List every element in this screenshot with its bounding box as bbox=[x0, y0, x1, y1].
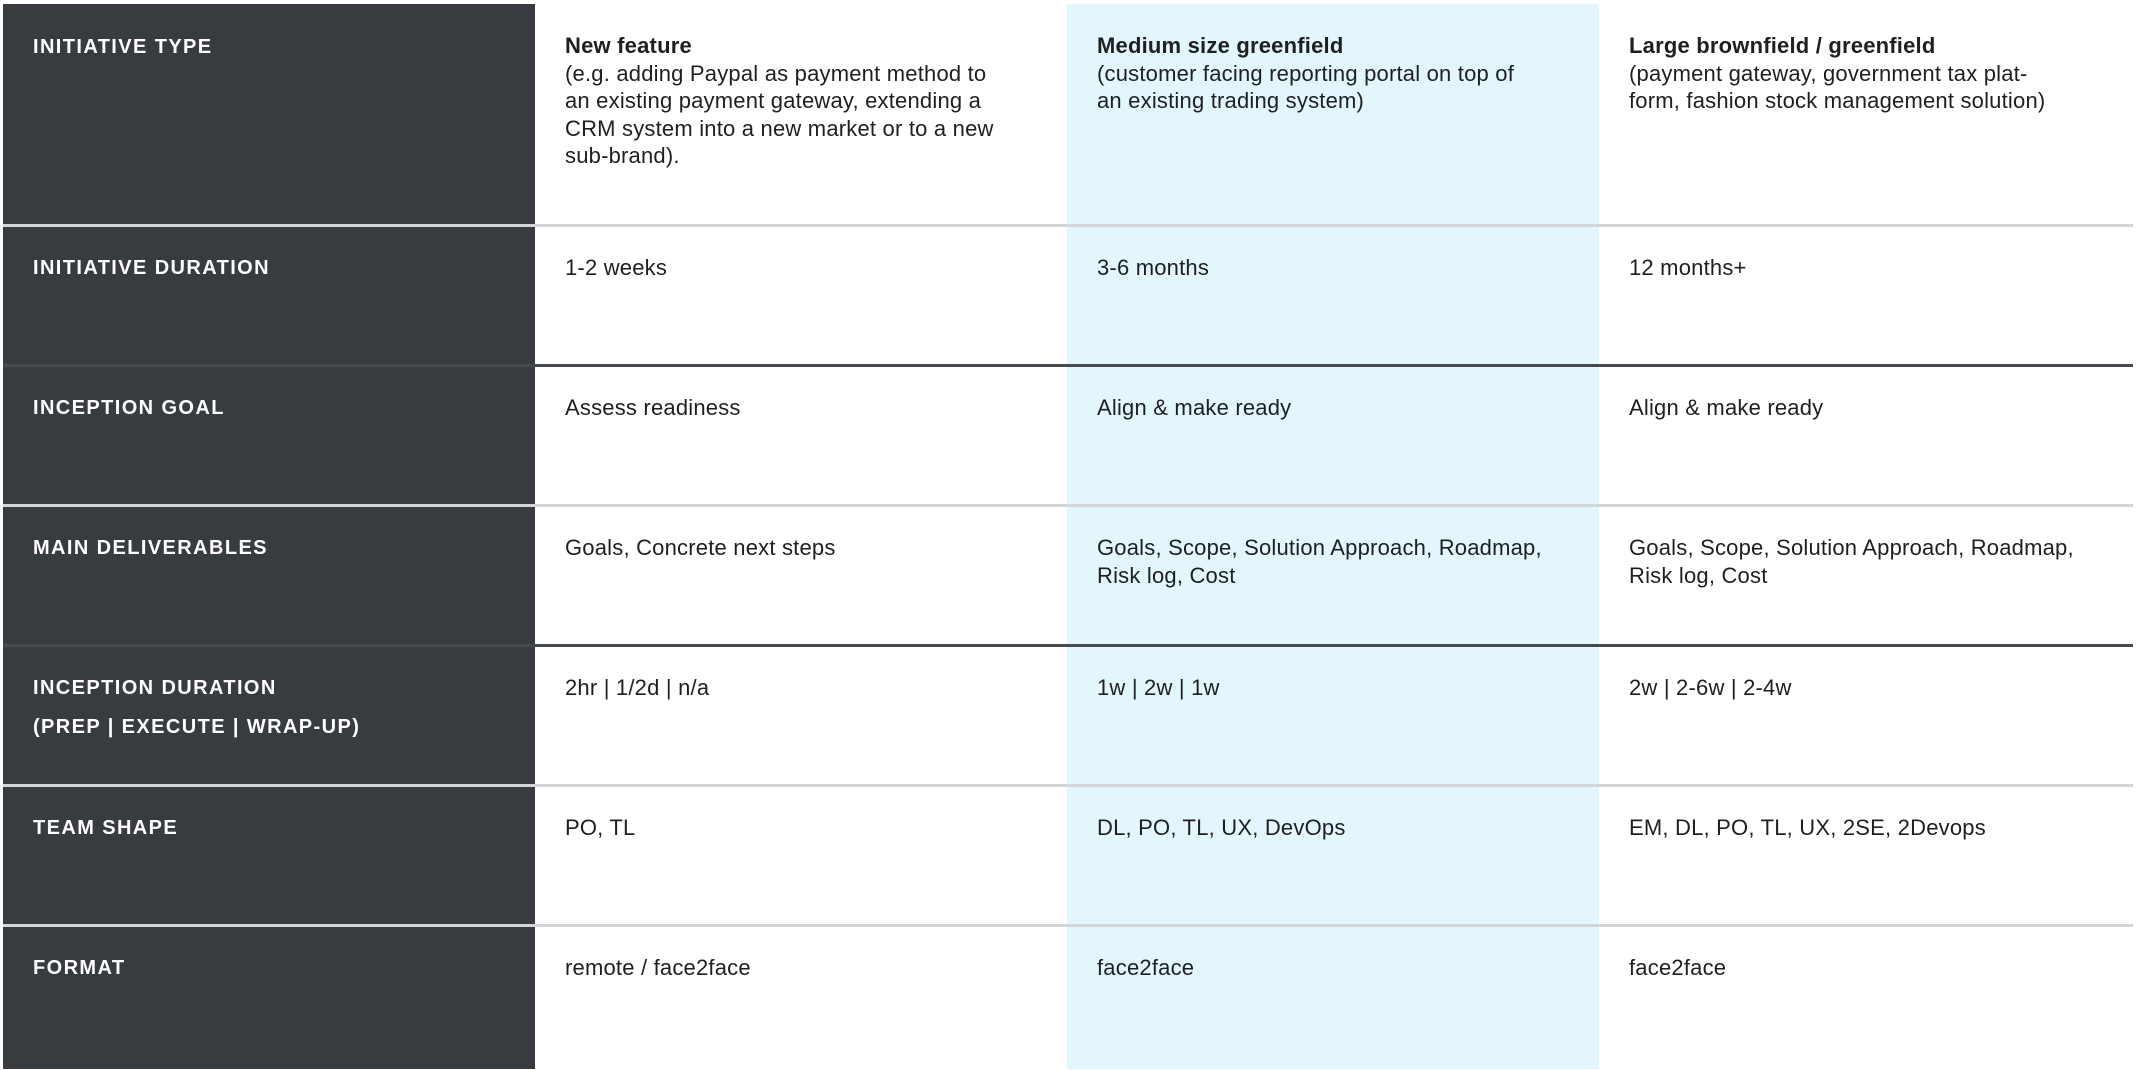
main-deliverables-value: Goals, Scope, Solution Approach, Roadmap, Risk log, Cost bbox=[1629, 535, 2074, 588]
main-deliverables-value: Goals, Scope, Solution Approach, Roadmap, Risk log, Cost bbox=[1097, 535, 1542, 588]
initiative-duration-value: 1-2 weeks bbox=[565, 255, 668, 280]
inception-goal-value: Align & make ready bbox=[1629, 395, 1824, 420]
initiative-type-title: Medium size greenfield bbox=[1097, 33, 1344, 58]
inception-duration-value: 1w | 2w | 1w bbox=[1097, 675, 1220, 700]
row-divider bbox=[3, 924, 2133, 927]
initiative-type-cell bbox=[1097, 32, 1577, 115]
inception-duration-value: 2w | 2-6w | 2-4w bbox=[1629, 675, 1792, 700]
inception-goal-value: Align & make ready bbox=[1097, 395, 1292, 420]
row-divider bbox=[3, 784, 2133, 787]
team-shape-value: PO, TL bbox=[565, 815, 636, 840]
inception-duration-value: 2hr | 1/2d | n/a bbox=[565, 675, 710, 700]
initiative-type-cell bbox=[1629, 32, 2119, 115]
initiative-type-description: (payment gateway, government tax plat- form, fashion stock management solution) bbox=[1629, 60, 2046, 113]
row-label-inception-duration-phases: (PREP | EXECUTE | WRAP-UP) bbox=[33, 716, 361, 738]
initiative-type-cell bbox=[565, 32, 1035, 170]
initiative-comparison-table bbox=[3, 4, 2133, 1069]
initiative-type-title: New feature bbox=[565, 33, 692, 58]
row-divider bbox=[3, 504, 2133, 507]
row-label-inception-goal: INCEPTION GOAL bbox=[33, 397, 225, 419]
section-divider bbox=[3, 364, 2133, 367]
initiative-type-description: (customer facing reporting portal on top of an existing trading system) bbox=[1097, 60, 1515, 113]
row-label-team-shape: TEAM SHAPE bbox=[33, 817, 179, 839]
team-shape-value: DL, PO, TL, UX, DevOps bbox=[1097, 815, 1346, 840]
row-label-initiative-duration: INITIATIVE DURATION bbox=[33, 257, 270, 279]
row-divider bbox=[3, 224, 2133, 227]
section-divider bbox=[3, 644, 2133, 647]
inception-goal-value: Assess readiness bbox=[565, 395, 741, 420]
initiative-duration-value: 3-6 months bbox=[1097, 255, 1210, 280]
row-label-main-deliverables: MAIN DELIVERABLES bbox=[33, 537, 268, 559]
initiative-type-description: (e.g. adding Paypal as payment method to an existing payment gateway, extending a CRM system into a new market or to a new sub-brand). bbox=[565, 60, 994, 168]
initiative-type-title: Large brownfield / greenfield bbox=[1629, 33, 1936, 58]
row-label-format: FORMAT bbox=[33, 957, 126, 979]
initiative-duration-value: 12 months+ bbox=[1629, 255, 1747, 280]
team-shape-value: EM, DL, PO, TL, UX, 2SE, 2Devops bbox=[1629, 815, 1986, 840]
format-value: face2face bbox=[1629, 955, 1727, 980]
row-label-initiative-type: INITIATIVE TYPE bbox=[33, 36, 213, 58]
format-value: remote / face2face bbox=[565, 955, 751, 980]
main-deliverables-value: Goals, Concrete next steps bbox=[565, 535, 836, 560]
format-value: face2face bbox=[1097, 955, 1195, 980]
row-label-inception-duration: INCEPTION DURATION bbox=[33, 677, 277, 699]
